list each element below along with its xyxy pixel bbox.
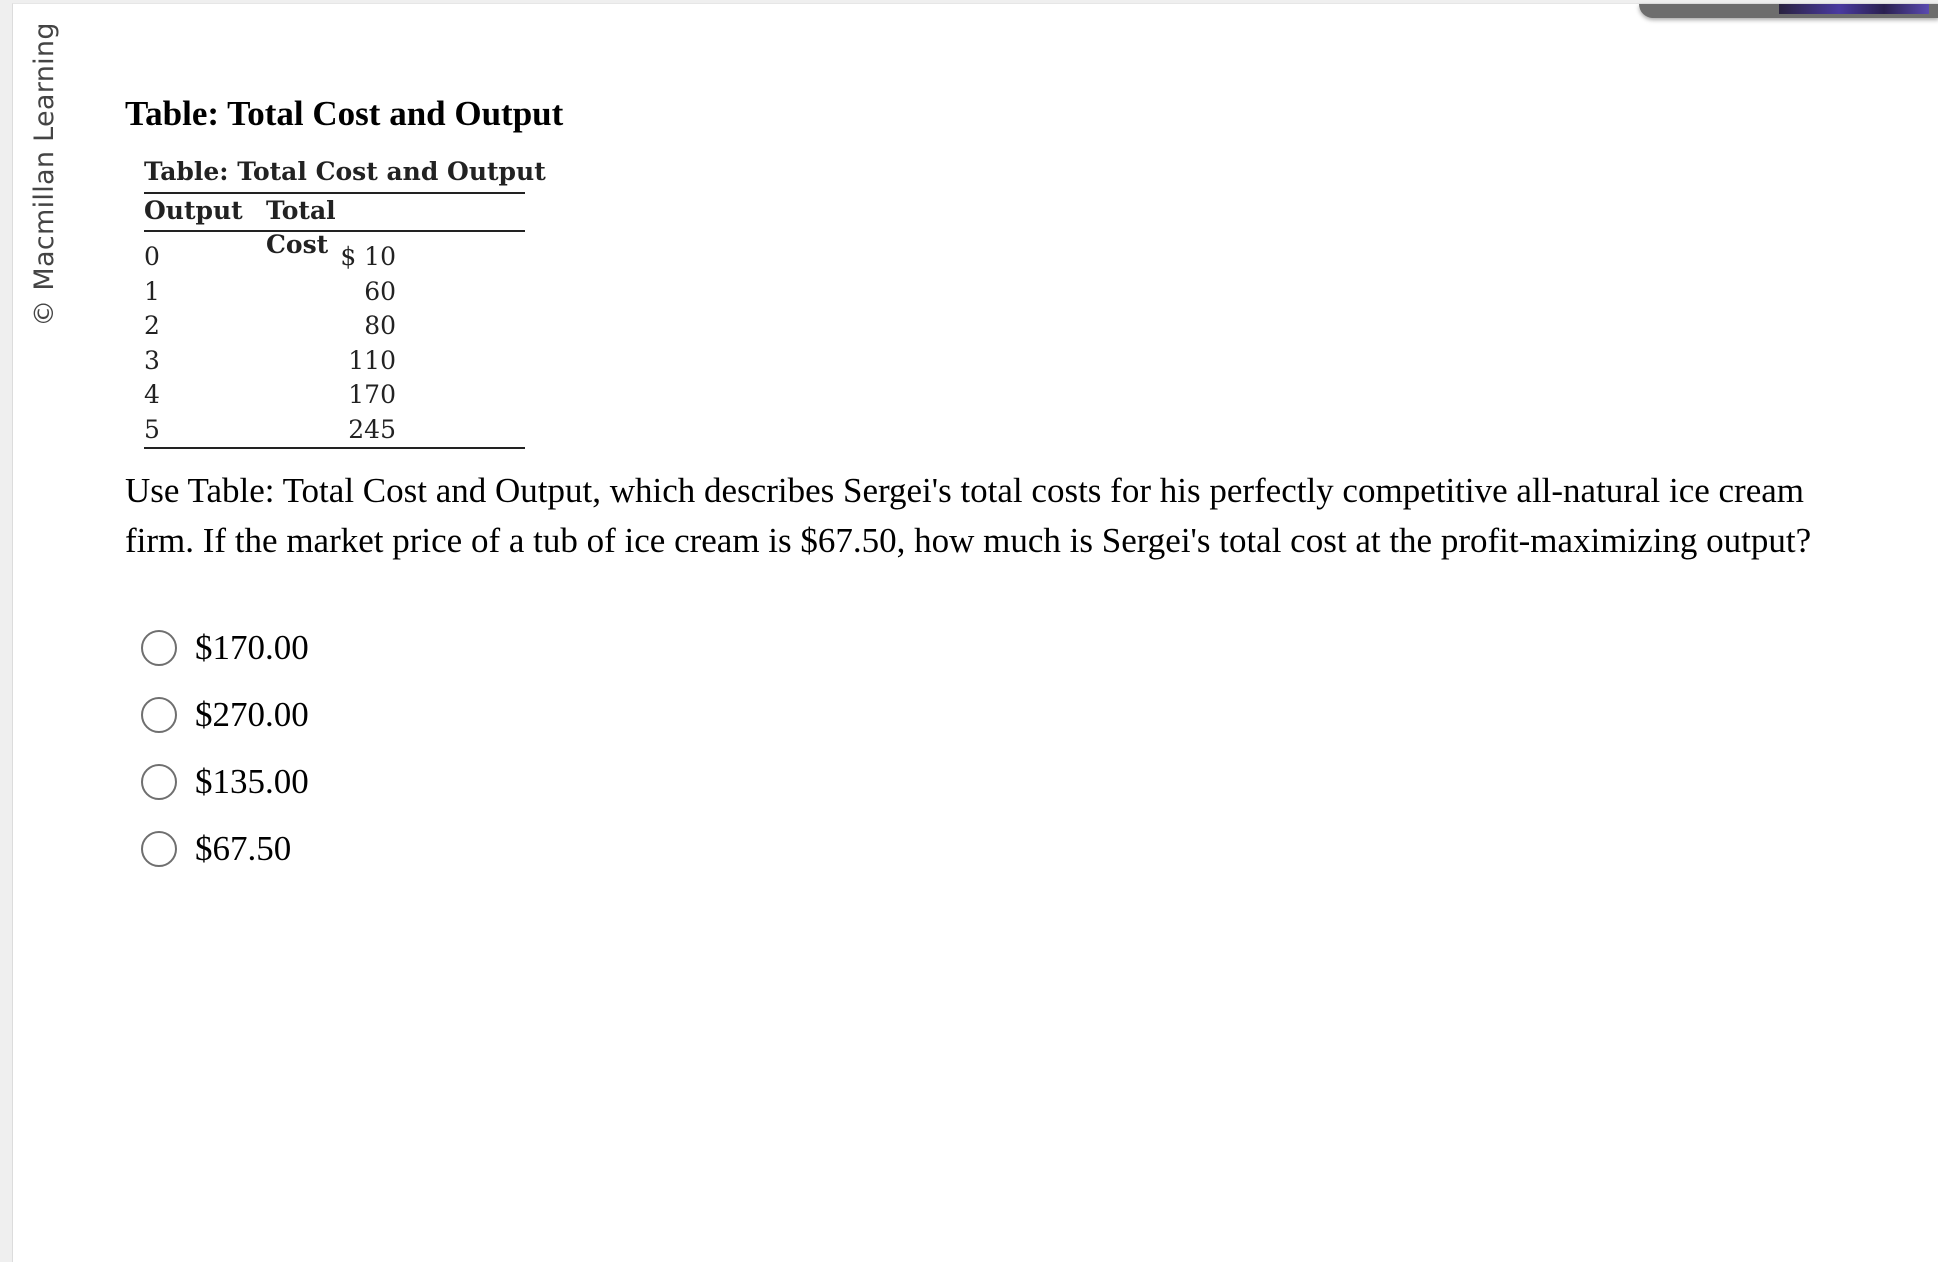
option-label[interactable]: $270.00 xyxy=(195,694,309,734)
copyright-sidebar xyxy=(29,4,59,344)
table-row xyxy=(144,275,525,310)
cell-output: 3 xyxy=(144,345,160,375)
table-row xyxy=(144,344,525,379)
cell-output: 2 xyxy=(144,311,160,340)
cell-output: 4 xyxy=(144,380,160,409)
total-cost-table xyxy=(144,154,546,449)
option-label[interactable]: $170.00 xyxy=(195,627,309,667)
cell-total-cost: 110 xyxy=(348,345,396,375)
table-row xyxy=(144,309,525,344)
copyright-text: © Macmillan Learning xyxy=(28,21,60,327)
radio-button[interactable] xyxy=(141,697,177,733)
cell-total-cost: 60 xyxy=(364,276,396,306)
option-label[interactable]: $135.00 xyxy=(195,761,309,801)
answer-option[interactable] xyxy=(141,815,309,882)
answer-option[interactable] xyxy=(141,614,309,681)
radio-button[interactable] xyxy=(141,764,177,800)
cell-total-cost: 245 xyxy=(348,414,396,444)
table-caption: Table: Total Cost and Output xyxy=(144,154,525,194)
radio-button[interactable] xyxy=(141,630,177,666)
answer-options xyxy=(141,614,309,882)
page xyxy=(12,3,1938,1262)
header-total-cost: Total Cost xyxy=(266,196,336,259)
radio-button[interactable] xyxy=(141,831,177,867)
video-thumbnail-image xyxy=(1779,4,1929,14)
table-body xyxy=(144,232,525,449)
cell-total-cost: 80 xyxy=(364,311,396,340)
table-row xyxy=(144,378,525,413)
table-heading: Table: Total Cost and Output xyxy=(125,94,564,133)
header-output: Output xyxy=(144,196,243,225)
cell-output: 5 xyxy=(144,414,160,444)
table-row xyxy=(144,240,525,275)
answer-option[interactable] xyxy=(141,748,309,815)
answer-option[interactable] xyxy=(141,681,309,748)
video-thumbnail-overlay[interactable] xyxy=(1639,4,1938,18)
cell-output: 0 xyxy=(144,242,160,271)
question-text: Use Table: Total Cost and Output, which describes Sergei's total costs for his perfectly competitive all-natural ice cream firm. If the market price of a tub of ice cream is $67.50, how much is Sergei's total cost at the profit-maximizing output? xyxy=(125,471,1812,560)
table-row xyxy=(144,413,525,448)
cell-total-cost: 170 xyxy=(348,380,396,409)
cell-output: 1 xyxy=(144,276,160,306)
option-label[interactable]: $67.50 xyxy=(195,828,292,868)
cell-total-cost: $ 10 xyxy=(340,242,396,271)
